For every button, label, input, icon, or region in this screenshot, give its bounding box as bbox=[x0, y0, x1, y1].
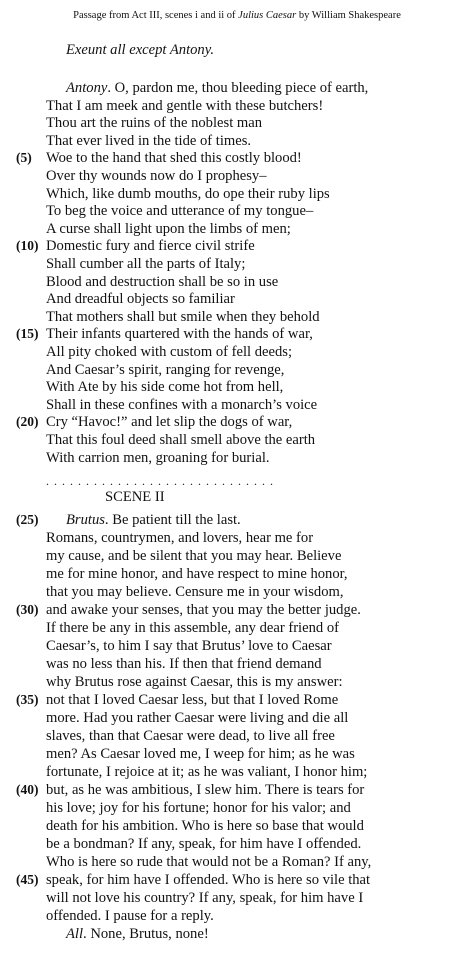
line-number: (10) bbox=[16, 238, 39, 254]
stage-direction: Exeunt all except Antony. bbox=[66, 42, 215, 58]
line-text: With carrion men, groaning for burial. bbox=[46, 449, 270, 466]
verse-line bbox=[0, 923, 474, 945]
line-text: That I am meek and gentle with these butchers! bbox=[46, 97, 324, 114]
line-text: death for his ambition. Who is here so base that would bbox=[46, 818, 364, 834]
line-text: speak, for him have I offended. Who is here so vile that bbox=[46, 872, 371, 888]
speaker-name: All bbox=[66, 926, 84, 942]
line-text: Romans, countrymen, and lovers, hear me for bbox=[46, 530, 314, 546]
line-text: That ever lived in the tide of times. bbox=[46, 132, 252, 149]
line-text: be a bondman? If any, speak, for him have I offended. bbox=[46, 836, 362, 852]
line-text: me for mine honor, and have respect to mine honor, bbox=[46, 566, 348, 582]
speech-text: O, pardon me, thou bleeding piece of earth, bbox=[114, 80, 369, 96]
line-text: Shall in these confines with a monarch’s voice bbox=[46, 396, 318, 413]
line-number: (25) bbox=[16, 512, 39, 527]
line-text: A curse shall light upon the limbs of men; bbox=[46, 220, 291, 237]
header-suffix: by William Shakespeare bbox=[296, 10, 401, 21]
line-text: Shall cumber all the parts of Italy; bbox=[46, 256, 246, 272]
line-text: To beg the voice and utterance of my tongue– bbox=[46, 203, 314, 220]
line-number: (40) bbox=[16, 782, 39, 797]
line-text: Blood and destruction shall be so in use bbox=[46, 273, 279, 290]
line-text: Their infants quartered with the hands of war, bbox=[46, 326, 313, 343]
line-text: With Ate by his side come hot from hell, bbox=[46, 379, 284, 396]
line-text: Thou art the ruins of the noblest man bbox=[46, 115, 263, 132]
line-text: Domestic fury and fierce civil strife bbox=[46, 238, 255, 255]
verse-line bbox=[0, 447, 474, 469]
speech-text: None, Brutus, none! bbox=[90, 926, 209, 942]
line-text bbox=[66, 923, 209, 945]
line-text: fortunate, I rejoice at it; as he was valiant, I honor him; bbox=[46, 764, 368, 780]
line-text: my cause, and be silent that you may hear. Believe bbox=[46, 548, 342, 564]
line-number: (20) bbox=[16, 414, 39, 430]
line-number: (45) bbox=[16, 872, 39, 887]
line-text: will not love his country? If any, speak, for him have I bbox=[46, 890, 364, 906]
speech-text: Be patient till the last. bbox=[112, 512, 241, 528]
header-title: Julius Caesar bbox=[238, 10, 297, 21]
header-prefix: Passage from Act III, scenes i and ii of bbox=[73, 10, 239, 21]
line-text: Cry “Havoc!” and let slip the dogs of war, bbox=[46, 414, 293, 431]
line-text: And Caesar’s spirit, ranging for revenge, bbox=[46, 361, 285, 378]
line-text: slaves, than that Caesar were dead, to live all free bbox=[46, 728, 335, 744]
line-text: And dreadful objects so familiar bbox=[46, 291, 235, 308]
line-text: Which, like dumb mouths, do ope their ruby lips bbox=[46, 185, 330, 202]
speaker-period: . bbox=[104, 512, 113, 528]
speaker-name: Brutus bbox=[66, 512, 105, 528]
ellipsis-separator: . . . . . . . . . . . . . . . . . . . . . . . . . . . . . bbox=[46, 474, 274, 488]
speaker-period: . bbox=[83, 926, 91, 942]
line-text: and awake your senses, that you may the better judge. bbox=[46, 602, 361, 618]
line-text: his love; joy for his fortune; honor for his valor; and bbox=[46, 800, 351, 816]
line-text: that you may believe. Censure me in your wisdom, bbox=[46, 584, 344, 600]
line-text: That mothers shall but smile when they behold bbox=[46, 308, 320, 325]
line-text: was no less than his. If then that friend demand bbox=[46, 656, 322, 672]
line-text: That this foul deed shall smell above the earth bbox=[46, 432, 316, 448]
scene-heading-line bbox=[0, 486, 474, 508]
line-number: (35) bbox=[16, 692, 39, 707]
line-text: Over thy wounds now do I prophesy– bbox=[46, 168, 267, 184]
scene-heading: SCENE II bbox=[105, 489, 165, 505]
line-text: why Brutus rose against Caesar, this is my answer: bbox=[46, 674, 343, 690]
line-text: but, as he was ambitious, I slew him. There is tears for bbox=[46, 782, 365, 798]
line-text: more. Had you rather Caesar were living and die all bbox=[46, 710, 349, 726]
line-number: (5) bbox=[16, 150, 32, 166]
speaker-period: . bbox=[107, 80, 115, 96]
line-text: Caesar’s, to him I say that Brutus’ love to Caesar bbox=[46, 638, 332, 654]
line-text: Who is here so rude that would not be a Roman? If any, bbox=[46, 854, 372, 870]
line-number: (15) bbox=[16, 326, 39, 342]
line-number: (30) bbox=[16, 602, 39, 617]
line-text: If there be any in this assemble, any dear friend of bbox=[46, 620, 339, 636]
line-text: men? As Caesar loved me, I weep for him; as he was bbox=[46, 746, 355, 762]
page-header bbox=[0, 9, 474, 22]
line-text: offended. I pause for a reply. bbox=[46, 908, 214, 924]
line-text: All pity choked with custom of fell deeds; bbox=[46, 344, 293, 360]
line-text: Woe to the hand that shed this costly blood! bbox=[46, 150, 302, 167]
line-text: not that I loved Caesar less, but that I loved Rome bbox=[46, 692, 339, 708]
speaker-name: Antony bbox=[66, 80, 108, 96]
stage-direction-line bbox=[0, 39, 474, 61]
